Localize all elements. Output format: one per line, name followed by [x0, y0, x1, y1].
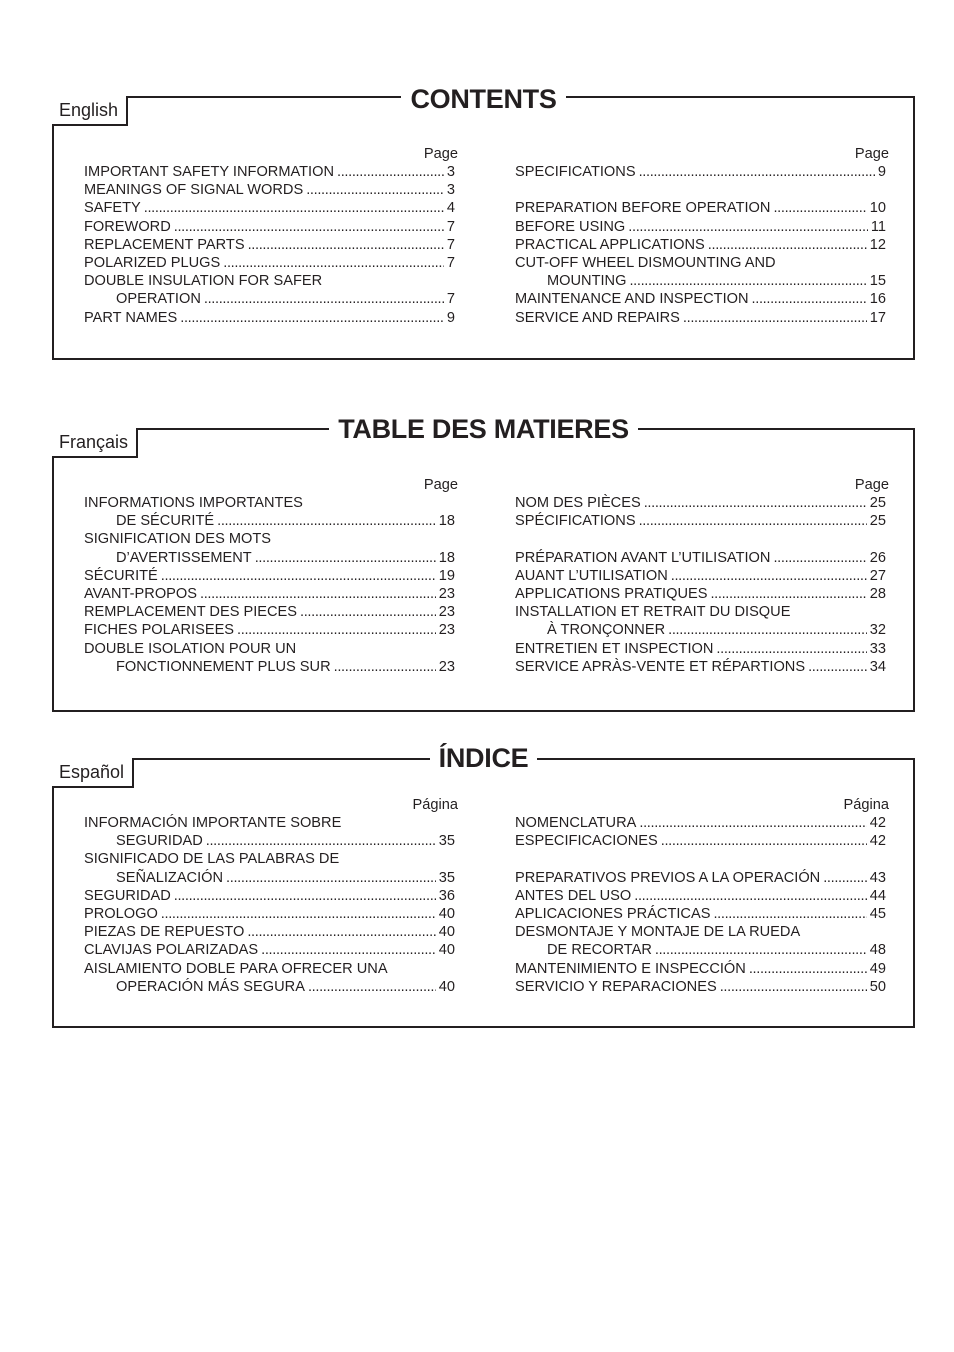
dot-leader	[683, 309, 867, 327]
dot-leader	[306, 181, 444, 199]
toc-entry-label: SEGURIDAD	[84, 887, 171, 904]
toc-page-number: 15	[869, 273, 886, 290]
toc-entry[interactable]	[84, 923, 455, 941]
page-header: Página	[843, 797, 889, 813]
toc-page-number: 10	[869, 200, 886, 217]
toc-entry-title-line: CUT-OFF WHEEL DISMOUNTING AND	[515, 255, 776, 271]
section-title-text: ÍNDICE	[430, 743, 538, 773]
dot-leader	[161, 567, 436, 585]
toc-entry[interactable]	[515, 494, 886, 512]
toc-page-number: 40	[438, 924, 455, 941]
section-espanol	[52, 743, 915, 1028]
dot-leader	[639, 814, 866, 832]
toc-entry-label: OPERATION	[116, 291, 201, 308]
toc-page-number: 32	[869, 622, 886, 639]
toc-entry[interactable]	[515, 236, 886, 254]
toc-entry-label: MANTENIMIENTO E INSPECCIÓN	[515, 960, 746, 977]
toc-entry[interactable]	[84, 494, 455, 530]
toc-entry[interactable]	[84, 218, 455, 236]
toc-entry-title-line: DESMONTAJE Y MONTAJE DE LA RUEDA	[515, 924, 801, 941]
dot-leader	[655, 941, 867, 959]
toc-page-number: 48	[869, 942, 886, 959]
lang-label: English	[52, 96, 128, 126]
toc-entry-label: FONCTIONNEMENT PLUS SUR	[116, 658, 331, 675]
dot-leader	[161, 905, 436, 923]
toc-entry[interactable]	[515, 960, 886, 978]
toc-entry[interactable]	[515, 549, 886, 567]
toc-entry[interactable]	[84, 640, 455, 676]
toc-page-number: 40	[438, 978, 455, 995]
toc-entry[interactable]	[84, 887, 455, 905]
toc-page-number: 27	[869, 567, 886, 584]
toc-entry-label: POLARIZED PLUGS	[84, 255, 221, 272]
toc-right-column	[515, 145, 889, 327]
toc-entry-label: MOUNTING	[547, 273, 627, 290]
toc-entry-title-line: DOUBLE ISOLATION POUR UN	[84, 640, 297, 657]
toc-entry[interactable]	[84, 236, 455, 254]
toc-entry-label: ANTES DEL USO	[515, 887, 632, 904]
toc-entry-label: MEANINGS OF SIGNAL WORDS	[84, 182, 304, 199]
toc-entry-label: SERVICE AND REPAIRS	[515, 309, 680, 326]
toc-page-number: 9	[877, 164, 886, 180]
toc-entry-label: SPÉCIFICATIONS	[515, 513, 636, 530]
page-header: Página	[412, 797, 458, 813]
toc-entry-title-line: SIGNIFICATION DES MOTS	[84, 531, 272, 548]
toc-entry-title-line: SIGNIFICADO DE LAS PALABRAS DE	[84, 851, 340, 868]
toc-entry[interactable]	[515, 869, 886, 887]
toc-entry[interactable]	[515, 923, 886, 959]
toc-page-number: 7	[446, 236, 455, 253]
toc-entry-label: SERVICIO Y REPARACIONES	[515, 978, 717, 995]
toc-entry[interactable]	[84, 941, 455, 959]
toc-entry[interactable]	[84, 199, 455, 217]
dot-leader	[206, 832, 436, 850]
toc-entry-label: D’AVERTISSEMENT	[116, 549, 252, 566]
toc-entry[interactable]	[515, 603, 886, 639]
dot-leader	[217, 512, 436, 530]
toc-entry-label: PRÉPARATION AVANT L’UTILISATION	[515, 549, 771, 566]
toc-page-number: 44	[869, 887, 886, 904]
toc-entry-label: SÉCURITÉ	[84, 567, 158, 584]
toc-page-number: 12	[869, 236, 886, 253]
toc-entry[interactable]	[84, 585, 455, 603]
toc-page-number: 35	[438, 833, 455, 850]
toc-entry-title-line: INFORMACIÓN IMPORTANTE SOBRE	[84, 815, 342, 831]
toc-entry[interactable]	[515, 978, 886, 996]
dot-leader	[261, 941, 436, 959]
dot-leader	[661, 832, 867, 850]
toc-entry[interactable]	[84, 530, 455, 566]
toc-entry-label: OPERACIÓN MÁS SEGURA	[116, 978, 305, 995]
toc-entry-label: CLAVIJAS POLARIZADAS	[84, 942, 259, 959]
toc-page-number: 16	[869, 291, 886, 308]
toc-page-number: 3	[446, 182, 455, 199]
toc-entry-label: ENTRETIEN ET INSPECTION	[515, 640, 714, 657]
lang-label: Español	[52, 758, 134, 788]
toc-page-number: 28	[869, 586, 886, 602]
toc-entry-label: APPLICATIONS PRATIQUES	[515, 586, 708, 602]
toc-page-number: 45	[869, 906, 886, 922]
toc-entry-label: SEÑALIZACIÓN	[116, 869, 224, 886]
toc-entry[interactable]	[515, 199, 886, 217]
toc-left-column	[84, 476, 458, 676]
dot-leader	[628, 218, 868, 236]
toc-entry[interactable]	[515, 218, 886, 236]
toc-entry[interactable]	[84, 163, 455, 181]
page-header: Page	[423, 146, 458, 162]
toc-page-number: 7	[446, 291, 455, 308]
toc-page-number: 25	[869, 513, 886, 530]
toc-entry-title-line: AISLAMIENTO DOBLE PARA OFRECER UNA	[84, 960, 388, 977]
dot-leader	[308, 978, 436, 996]
toc-entry[interactable]	[84, 567, 455, 585]
toc-page-number: 42	[869, 815, 886, 831]
toc-entry-label: SERVICE APRÀS-VENTE ET RÉPARTIONS	[515, 658, 806, 675]
toc-entry-label: SPECIFICATIONS	[515, 164, 636, 180]
toc-page-number: 40	[438, 906, 455, 923]
dot-leader	[644, 494, 867, 512]
dot-leader	[174, 218, 444, 236]
toc-page-number: 17	[869, 309, 886, 326]
page-header: Page	[854, 477, 889, 493]
dot-leader	[708, 236, 867, 254]
toc-page-number: 23	[438, 604, 455, 621]
toc-entry[interactable]	[84, 850, 455, 886]
toc-right-column	[515, 796, 889, 996]
toc-page-number: 50	[869, 978, 886, 995]
dot-leader	[808, 658, 867, 676]
dot-leader	[204, 290, 444, 308]
dot-leader	[223, 254, 444, 272]
toc-entry-label: APLICACIONES PRÁCTICAS	[515, 906, 711, 922]
toc-entry[interactable]	[515, 814, 886, 832]
toc-entry[interactable]	[515, 254, 886, 290]
toc-entry-label: BEFORE USING	[515, 218, 626, 235]
toc-entry-label: MAINTENANCE AND INSPECTION	[515, 291, 749, 308]
toc-entry-label: AUANT L’UTILISATION	[515, 567, 668, 584]
dot-leader	[823, 869, 867, 887]
toc-entry-label: AVANT-PROPOS	[84, 586, 197, 603]
toc-entry-label: NOMENCLATURA	[515, 815, 637, 831]
toc-page-number: 4	[446, 200, 455, 217]
toc-entry-label: PART NAMES	[84, 309, 178, 326]
toc-entry[interactable]	[515, 905, 886, 923]
toc-page-number: 25	[869, 495, 886, 511]
toc-entry-label: FOREWORD	[84, 218, 171, 235]
toc-entry[interactable]	[84, 254, 455, 272]
toc-entry-label: REPLACEMENT PARTS	[84, 236, 245, 253]
toc-page-number: 11	[870, 218, 886, 235]
toc-entry-label: DE SÉCURITÉ	[116, 513, 215, 530]
toc-entry-label: PRACTICAL APPLICATIONS	[515, 236, 705, 253]
toc-page-number: 19	[438, 567, 455, 584]
dot-leader	[634, 887, 867, 905]
toc-entry[interactable]	[515, 585, 886, 603]
toc-entry-label: DE RECORTAR	[547, 942, 652, 959]
toc-entry[interactable]	[515, 163, 886, 181]
toc-page-number: 26	[869, 549, 886, 566]
dot-leader	[255, 549, 436, 567]
toc-page-number: 35	[438, 869, 455, 886]
toc-page-number: 7	[446, 255, 455, 272]
dot-leader	[720, 978, 867, 996]
toc-spacer	[515, 850, 886, 868]
toc-page-number: 7	[446, 218, 455, 235]
toc-page-number: 23	[438, 586, 455, 603]
toc-entry[interactable]	[515, 290, 886, 308]
section-title-text: CONTENTS	[401, 84, 565, 114]
toc-page-number: 3	[446, 164, 455, 180]
toc-entry[interactable]	[84, 621, 455, 639]
dot-leader	[237, 621, 436, 639]
toc-entry[interactable]	[84, 905, 455, 923]
toc-page-number: 23	[438, 658, 455, 675]
toc-entry-label: SAFETY	[84, 200, 141, 217]
dot-leader	[300, 603, 436, 621]
toc-entry-label: PIEZAS DE REPUESTO	[84, 924, 245, 941]
lang-label: Français	[52, 428, 138, 458]
toc-spacer	[515, 181, 886, 199]
toc-entry-label: NOM DES PIÈCES	[515, 495, 641, 511]
dot-leader	[773, 199, 866, 217]
toc-entry[interactable]	[515, 640, 886, 658]
section-francais	[52, 414, 915, 712]
dot-leader	[180, 309, 444, 327]
toc-left-column	[84, 145, 458, 327]
dot-leader	[247, 923, 435, 941]
toc-entry-title-line: DOUBLE INSULATION FOR SAFER	[84, 273, 323, 290]
dot-leader	[639, 163, 875, 181]
toc-page-number: 34	[869, 658, 886, 675]
section-english	[52, 84, 915, 360]
dot-leader	[749, 960, 867, 978]
dot-leader	[668, 621, 867, 639]
toc-entry[interactable]	[84, 181, 455, 199]
toc-entry[interactable]	[515, 887, 886, 905]
dot-leader	[716, 640, 866, 658]
toc-entry[interactable]	[84, 603, 455, 621]
dot-leader	[671, 567, 867, 585]
toc-entry-title-line: INFORMATIONS IMPORTANTES	[84, 495, 303, 511]
toc-entry-label: À TRONÇONNER	[547, 622, 666, 639]
toc-entry[interactable]	[515, 512, 886, 530]
toc-entry[interactable]	[515, 832, 886, 850]
dot-leader	[710, 585, 866, 603]
toc-entry-label: IMPORTANT SAFETY INFORMATION	[84, 164, 335, 180]
page-header: Page	[423, 477, 458, 493]
toc-entry-label: SEGURIDAD	[116, 833, 203, 850]
dot-leader	[226, 869, 436, 887]
toc-entry[interactable]	[515, 658, 886, 676]
toc-page-number: 36	[438, 887, 455, 904]
toc-page-number: 43	[869, 869, 886, 886]
toc-entry[interactable]	[515, 567, 886, 585]
toc-page-number: 18	[438, 513, 455, 530]
toc-left-column	[84, 796, 458, 996]
dot-leader	[334, 658, 436, 676]
page-header: Page	[854, 146, 889, 162]
toc-right-column	[515, 476, 889, 676]
toc-page-number: 40	[438, 942, 455, 959]
dot-leader	[713, 905, 866, 923]
toc-page-number: 33	[869, 640, 886, 657]
dot-leader	[248, 236, 444, 254]
toc-entry[interactable]	[515, 309, 886, 327]
toc-page-number: 23	[438, 622, 455, 639]
toc-page-number: 49	[869, 960, 886, 977]
toc-entry-label: REMPLACEMENT DES PIECES	[84, 604, 298, 621]
toc-entry-title-line: INSTALLATION ET RETRAIT DU DISQUE	[515, 604, 791, 621]
dot-leader	[773, 549, 866, 567]
toc-entry[interactable]	[84, 960, 455, 996]
toc-entry-label: PREPARATION BEFORE OPERATION	[515, 200, 771, 217]
dot-leader	[639, 512, 867, 530]
toc-entry-label: ESPECIFICACIONES	[515, 833, 658, 850]
toc-entry[interactable]	[84, 814, 455, 850]
dot-leader	[144, 199, 444, 217]
section-title-text: TABLE DES MATIERES	[329, 414, 638, 444]
toc-page-number: 9	[446, 309, 455, 326]
dot-leader	[337, 163, 444, 181]
toc-page-number: 42	[869, 833, 886, 850]
toc-entry-label: PREPARATIVOS PREVIOS A LA OPERACIÓN	[515, 869, 821, 886]
toc-entry-label: FICHES POLARISEES	[84, 622, 235, 639]
toc-entry[interactable]	[84, 272, 455, 308]
toc-entry-label: PROLOGO	[84, 906, 158, 923]
dot-leader	[200, 585, 436, 603]
dot-leader	[174, 887, 436, 905]
toc-page-number: 18	[438, 549, 455, 566]
dot-leader	[629, 272, 866, 290]
dot-leader	[752, 290, 867, 308]
toc-spacer	[515, 530, 886, 548]
toc-entry[interactable]	[84, 309, 455, 327]
